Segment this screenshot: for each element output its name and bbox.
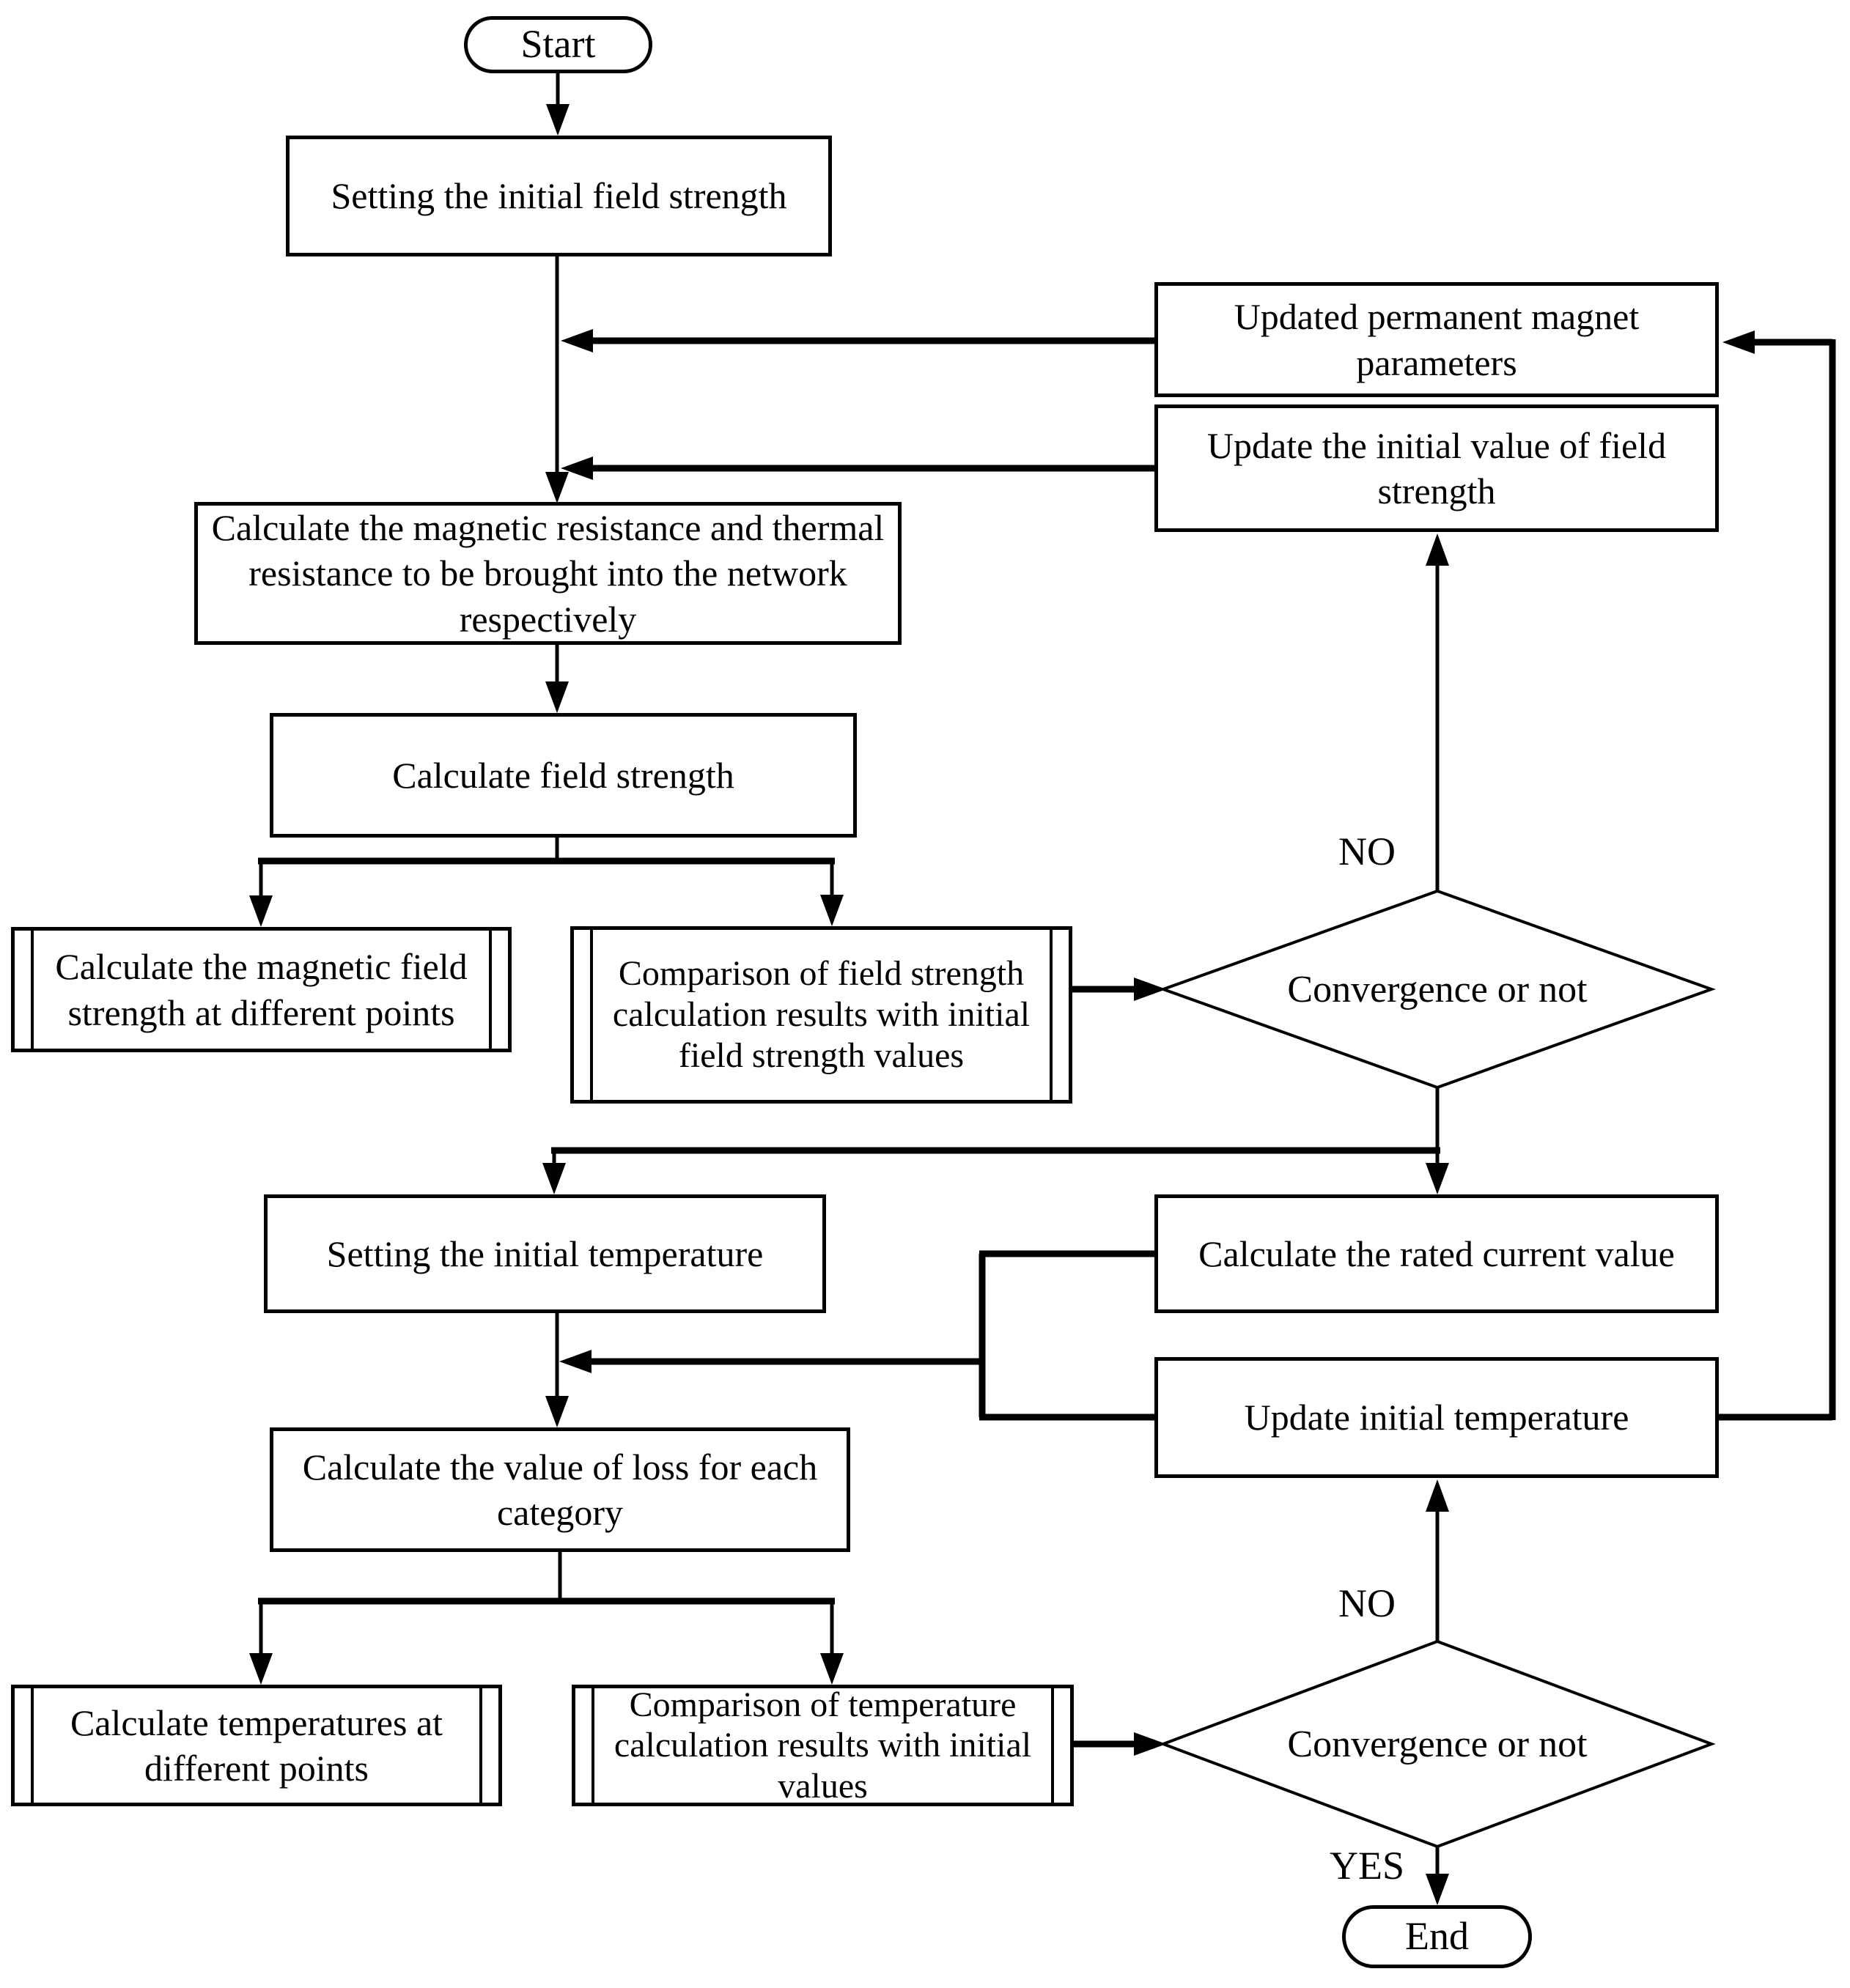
double-border-bar [479, 1688, 482, 1803]
edge-calc-resistance-to-calc-field [545, 645, 569, 713]
edge-calc-loss-branch [249, 1552, 844, 1685]
end-node: End [1342, 1905, 1532, 1968]
edge-updated-pm-to-main [561, 329, 1154, 352]
subprocess-label: Comparison of field strength calculation results with initial field strength values [612, 954, 1031, 1075]
edge-setting-field-to-calc-resistance [545, 256, 569, 503]
process-update-initial-value-field-strength: Update the initial value of field strength [1154, 404, 1719, 532]
double-border-bar [590, 930, 593, 1100]
edge-setting-temp-to-calc-loss [545, 1313, 569, 1427]
process-update-initial-temperature: Update initial temperature [1154, 1357, 1719, 1478]
process-setting-initial-temperature: Setting the initial temperature [264, 1194, 826, 1313]
edge-label-no-temp: NO [1338, 1581, 1396, 1625]
subprocess-compare-temperature [572, 1685, 1074, 1806]
edge-decision-temp-no [1426, 1479, 1449, 1641]
process-calculate-rated-current: Calculate the rated current value [1154, 1194, 1719, 1313]
subprocess-label: Calculate the magnetic field strength at different points [55, 946, 468, 1033]
edge-decision-field-no [1426, 533, 1449, 891]
subprocess-label: Comparison of temperature calculation results with initial values [613, 1685, 1032, 1806]
double-border-bar [31, 1688, 34, 1803]
double-border-bar [1050, 930, 1053, 1100]
process-calculate-resistances: Calculate the magnetic resistance and thermal resistance to be brought into the network respectively [194, 502, 902, 645]
edge-update-field-initial-to-main [561, 457, 1154, 480]
edge-update-temp-loop-to-updated-pm [1719, 330, 1832, 1420]
double-border-bar [592, 1688, 594, 1803]
decision-temp-convergence-label: Convergence or not [1287, 1723, 1588, 1765]
process-calculate-loss-values: Calculate the value of loss for each category [270, 1427, 850, 1552]
edge-compare-temp-to-decision [1074, 1732, 1166, 1756]
process-calculate-field-strength: Calculate field strength [270, 713, 857, 838]
process-setting-initial-field-strength: Setting the initial field strength [286, 136, 832, 256]
double-border-bar [31, 931, 34, 1049]
decision-field-convergence-label: Convergence or not [1287, 968, 1588, 1010]
subprocess-calc-magnetic-field-points [11, 927, 512, 1052]
process-updated-permanent-magnet-parameters: Updated permanent magnet parameters [1154, 282, 1719, 397]
edge-calc-field-branch [249, 838, 844, 927]
subprocess-compare-field-strength [570, 926, 1072, 1104]
edge-start-to-setting-field [546, 73, 570, 136]
double-border-bar [489, 931, 492, 1049]
subprocess-label: Calculate temperatures at different points [70, 1701, 443, 1789]
double-border-bar [1051, 1688, 1054, 1803]
edge-label-yes-temp: YES [1329, 1844, 1404, 1888]
subprocess-calc-temperatures-points [11, 1685, 502, 1806]
edge-label-no-field: NO [1338, 829, 1396, 873]
start-node: Start [464, 16, 652, 73]
edge-compare-field-to-decision [1072, 978, 1166, 1001]
